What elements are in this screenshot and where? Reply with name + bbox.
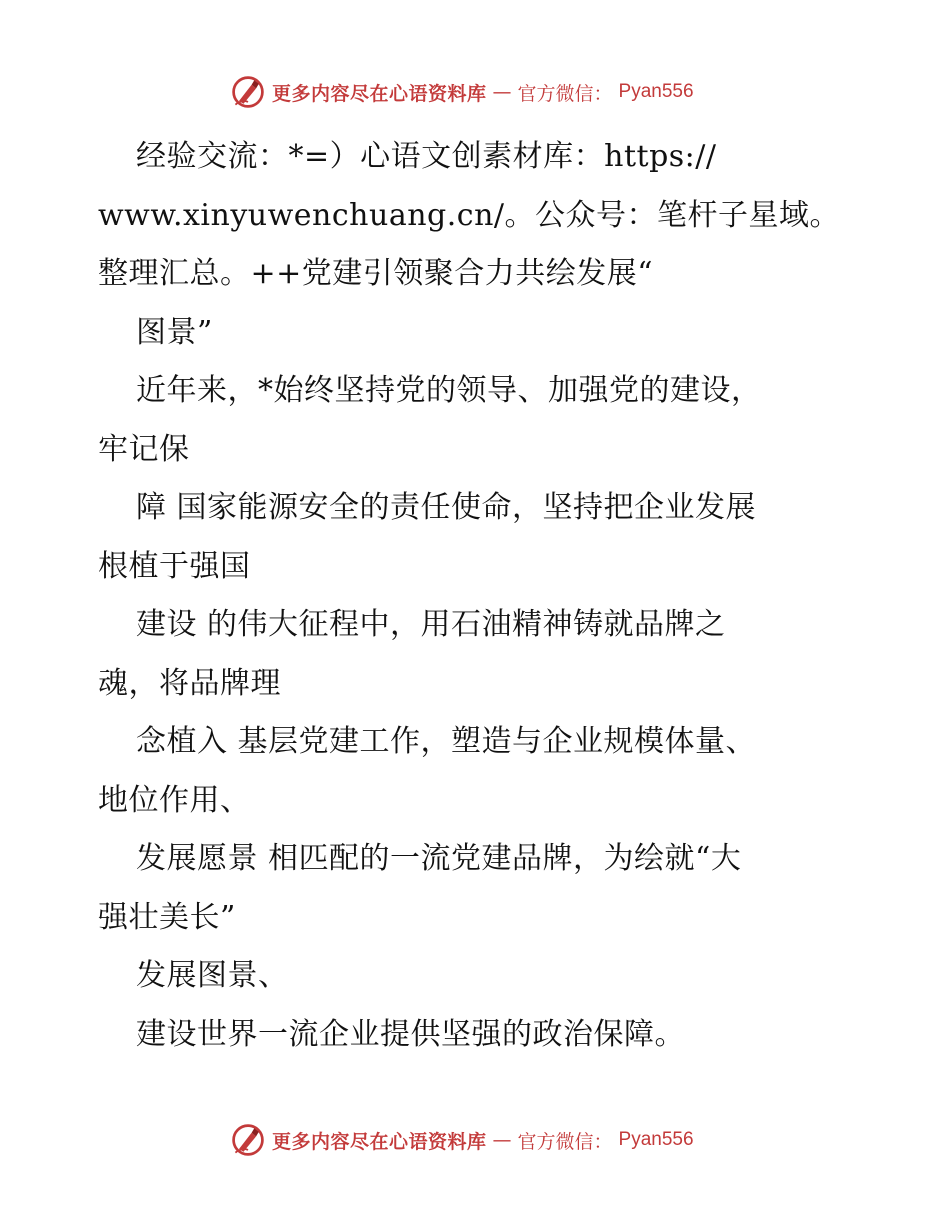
body-line: 牢记保 — [98, 431, 190, 467]
body-line: 建设世界一流企业提供坚强的政治保障。 — [136, 1016, 685, 1052]
body-line: 魂，将品牌理 — [98, 665, 281, 701]
banner-dash: — — [492, 1129, 512, 1151]
header-banner — [230, 72, 694, 112]
body-line: 近年来，*始终坚持党的领导、加强党的建设， — [136, 373, 762, 408]
body-line: 建设 的伟大征程中，用石油精神铸就品牌之 — [136, 607, 726, 642]
body-line: 地位作用、 — [98, 782, 251, 818]
body-line: 根植于强国 — [98, 548, 251, 584]
document-body — [98, 128, 858, 1064]
banner-slogan: 更多内容尽在心语资料库 — [272, 1130, 487, 1153]
banner-wechat-label: 官方微信： — [517, 1130, 613, 1153]
body-line: 障 国家能源安全的责任使命，坚持把企业发展 — [136, 490, 757, 525]
banner-slogan: 更多内容尽在心语资料库 — [272, 82, 487, 105]
footer-banner — [230, 1120, 694, 1160]
body-line: 整理汇总。++党建引领聚合力共绘发展“ — [98, 256, 654, 291]
body-line: 经验交流：*=）心语文创素材库：https:// — [136, 139, 717, 174]
body-line: 发展愿景 相匹配的一流党建品牌，为绘就“大 — [136, 841, 742, 876]
body-line: 强壮美长” — [98, 899, 236, 935]
pen-circle-logo-icon — [230, 1122, 266, 1158]
banner-wechat-id: Pyan556 — [618, 81, 694, 102]
pen-circle-logo-icon — [230, 74, 266, 110]
banner-wechat-id: Pyan556 — [618, 1129, 694, 1150]
body-line: 念植入 基层党建工作，塑造与企业规模体量、 — [136, 724, 757, 759]
banner-dash: — — [492, 81, 512, 103]
banner-wechat-label: 官方微信： — [517, 82, 613, 105]
body-line: 图景” — [136, 314, 213, 350]
body-line: www.xinyuwenchuang.cn/。公众号：笔杆子星域。 — [98, 197, 840, 233]
body-line: 发展图景、 — [136, 958, 289, 993]
